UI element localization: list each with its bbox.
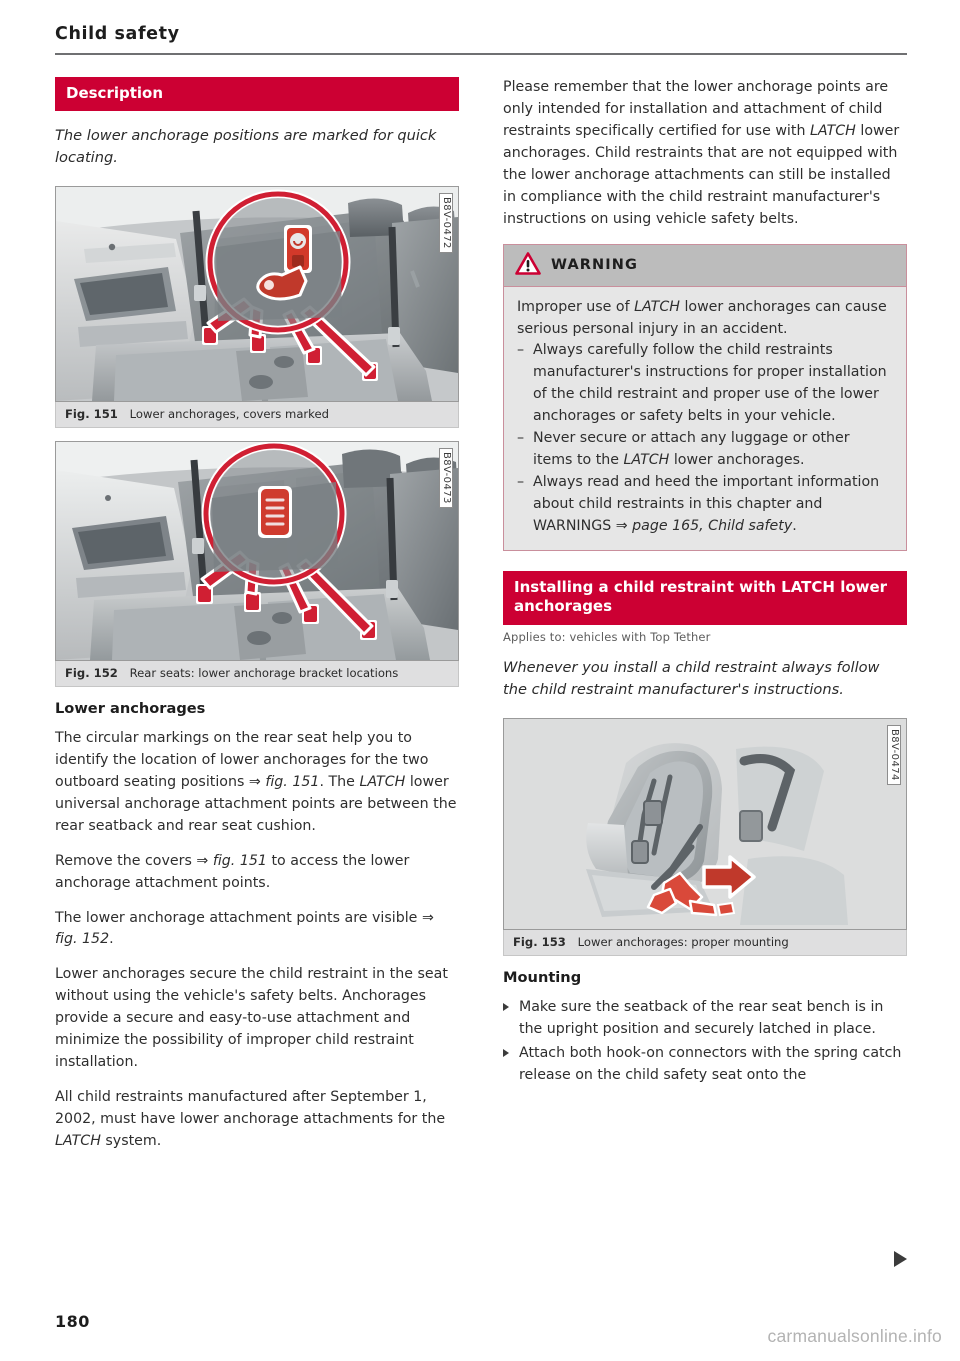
triangle-bullet-icon (503, 1003, 509, 1011)
left-paragraph-2: Remove the covers ⇒ fig. 151 to access the lower anchorage attachment points. (55, 852, 410, 891)
header-divider (55, 53, 907, 55)
watermark: carmanualsonline.info (767, 1326, 942, 1346)
figure-152-label: Fig. 152 (65, 665, 126, 680)
figure-151-code: B8V-0472 (439, 193, 453, 253)
warning-item-text: Always read and heed the important information about child restraints in this chapter and WARNINGS ⇒ page 165, Child safety. (533, 474, 880, 534)
rear-seat-anchorage-bracket-illustration (56, 442, 458, 660)
description-lead-paragraph: The lower anchorage positions are marked for quick locating. (55, 127, 437, 167)
left-paragraph-3: The lower anchorage attachment points are visible ⇒ fig. 152. (55, 909, 434, 948)
section-heading-description: Description (55, 77, 459, 111)
figure-153 (503, 718, 907, 956)
figure-153-code: B8V-0474 (887, 725, 901, 785)
warning-box (503, 244, 907, 551)
left-paragraph-4: Lower anchorages secure the child restraint in the seat without using the vehicle's safety belts. Anchorages provide a secure and easy-to-use attachment and minimize the possibility of improper child restraint installation. (55, 966, 448, 1071)
warning-item-text: Never secure or attach any luggage or other items to the LATCH lower anchorages. (533, 430, 850, 469)
section-heading-installing-child-restraint: Installing a child restraint with LATCH lower anchorages (503, 571, 907, 625)
mounting-step-text: Attach both hook-on connectors with the spring catch release on the child safety seat onto the (519, 1044, 902, 1083)
subheading-lower-anchorages: Lower anchorages (55, 699, 206, 717)
page-number: 180 (55, 1312, 90, 1331)
figure-153-caption (503, 930, 907, 956)
left-column (55, 77, 459, 1267)
dash-bullet-icon: – (517, 342, 525, 359)
figure-151-image (55, 186, 459, 402)
left-paragraph-5: All child restraints manufactured after September 1, 2002, must have lower anchorage attachments for the LATCH system. (55, 1089, 446, 1149)
applies-to-note: Applies to: vehicles with Top Tether (503, 630, 711, 645)
rear-seat-lower-anchorage-illustration (56, 187, 458, 401)
warning-title: WARNING (551, 257, 638, 274)
page-header (55, 24, 907, 55)
figure-152-image (55, 441, 459, 661)
left-paragraph-1: The circular markings on the rear seat help you to identify the location of lower anchorages for the two outboard seating positions ⇒ fig. 151. The LATCH lower universal anchorage attachment points are between the rear seatback and rear seat cushion. (55, 729, 457, 834)
figure-152 (55, 441, 459, 687)
warning-intro-text: Improper use of LATCH lower anchorages can cause serious personal injury in an accident. (517, 298, 887, 337)
triangle-bullet-icon (503, 1049, 509, 1057)
child-seat-mounting-illustration (504, 719, 906, 929)
figure-151 (55, 186, 459, 428)
figure-153-label: Fig. 153 (513, 935, 574, 950)
figure-153-image (503, 718, 907, 930)
right-intro-paragraph: Please remember that the lower anchorage points are only intended for installation and attachment of child restraints specifically certified for use with LATCH lower anchorages. Child restraints that are not equipped with the lower anchorage attachments can still be installed in compliance with the child restraint manufacturer's instructions on using vehicle safety belts. (503, 79, 900, 227)
warning-item (517, 428, 893, 472)
right-column (503, 77, 907, 1267)
figure-151-label: Fig. 151 (65, 406, 126, 421)
mounting-step-text: Make sure the seatback of the rear seat bench is in the upright position and securely latched in place. (519, 999, 884, 1037)
warning-item (517, 472, 893, 538)
figure-151-caption-text: Lower anchorages, covers marked (129, 406, 329, 421)
warning-header (504, 245, 906, 287)
list-item (503, 1043, 907, 1087)
mounting-step-list (503, 997, 907, 1087)
figure-152-code: B8V-0473 (439, 448, 453, 508)
warning-item (517, 340, 893, 428)
figure-153-caption-text: Lower anchorages: proper mounting (577, 935, 789, 950)
warning-item-text: Always carefully follow the child restraints manufacturer's instructions for proper installation of the child restraint and proper use of the lower anchorages or safety belts in your vehicle. (533, 342, 887, 425)
installing-lead-paragraph: Whenever you install a child restraint always follow the child restraint manufacturer's instructions. (503, 659, 880, 699)
content-columns (55, 77, 907, 1267)
warning-triangle-icon (515, 252, 541, 279)
warning-item-list (517, 340, 893, 537)
figure-152-caption-text: Rear seats: lower anchorage bracket locations (129, 665, 399, 680)
page-title: Child safety (55, 24, 180, 44)
subheading-mounting: Mounting (503, 969, 582, 987)
warning-content (504, 287, 906, 550)
dash-bullet-icon: – (517, 430, 525, 447)
list-item (503, 997, 907, 1041)
continuation-arrow-icon (894, 1251, 907, 1267)
dash-bullet-icon: – (517, 474, 525, 491)
figure-151-caption (55, 402, 459, 428)
figure-152-caption (55, 661, 459, 687)
